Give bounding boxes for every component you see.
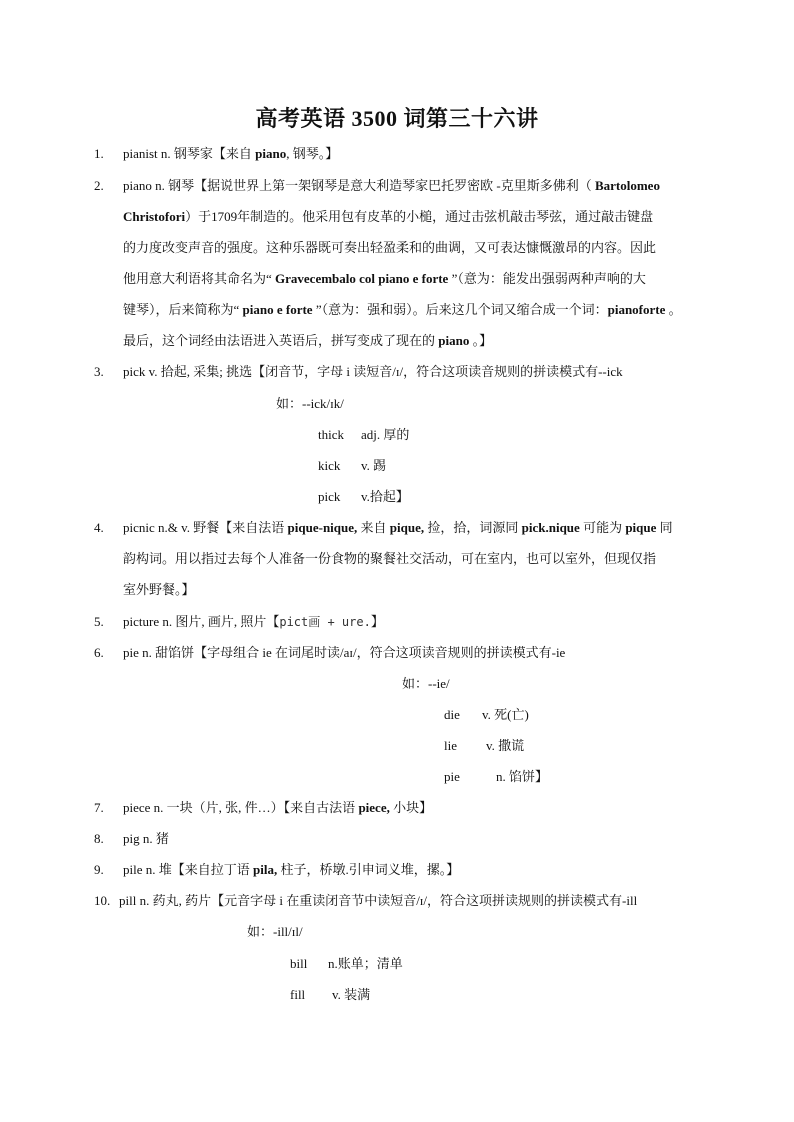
text-run: 他用意大利语将其命名为“ <box>123 271 276 286</box>
mono-text: pict画 + ure. <box>279 615 371 629</box>
entry-number: 7. <box>94 800 104 815</box>
text-run: ”（意为：能发出强弱两种声响的大 <box>448 271 646 286</box>
entry-line: 韵构词。用以指过去每个人准备一份食物的聚餐社交活动，可在室内，也可以室外，但现仅指 <box>123 551 657 566</box>
bold-term: Bartolomeo <box>594 178 660 193</box>
entry-number: 10. <box>94 893 111 908</box>
bold-term: Christofori <box>123 209 186 224</box>
bold-term: pique-nique, <box>287 520 358 535</box>
entry-line <box>123 613 384 631</box>
text-run: ”（意为：强和弱）。后来这几个词又缩合成一个词： <box>312 302 608 317</box>
text-run: 】 <box>370 614 384 629</box>
text-run: picture n. 图片, 画片, 照片【 <box>123 614 280 629</box>
bold-term: piece, <box>358 800 390 815</box>
text-run: 捡，拾，词源同 <box>424 520 522 535</box>
example-word: pick <box>318 489 341 504</box>
entry-line <box>123 519 673 537</box>
entry-line <box>123 145 338 163</box>
entry-number: 1. <box>94 146 104 161</box>
text-run: pianist n. 钢琴家【来自 <box>123 146 256 161</box>
entry-number: 5. <box>94 614 104 629</box>
bold-term: piano <box>438 333 470 348</box>
entry-line: pie n. 甜馅饼【字母组合 ie 在词尾时读/aɪ/，符合这项读音规则的拼读模式有-ie <box>123 645 566 660</box>
text-run: 同 <box>656 520 673 535</box>
example-word: die <box>444 707 460 722</box>
text-run: 。 <box>665 302 682 317</box>
bold-term: pique, <box>389 520 425 535</box>
example-def: n. 馅饼】 <box>496 769 549 784</box>
pattern-label: 如：--ick/ɪk/ <box>276 396 344 411</box>
example-def: v. 踢 <box>361 458 387 473</box>
example-def: v. 死(亡) <box>482 707 529 722</box>
text-run: 来自 <box>357 520 390 535</box>
entry-line: 室外野餐。】 <box>123 582 195 597</box>
example-def: n.账单；清单 <box>328 956 403 971</box>
entry-line: pill n. 药丸, 药片【元音字母 i 在重读闭音节中读短音/ɪ/，符合这项拼读规则的拼读模式有-ill <box>119 893 638 908</box>
example-word: thick <box>318 427 344 442</box>
entry-number: 3. <box>94 364 104 379</box>
text-run: pile n. 堆【来自拉丁语 <box>123 862 253 877</box>
text-run: 键琴），后来简称为“ <box>123 302 243 317</box>
entry-line <box>123 332 492 350</box>
example-word: lie <box>444 738 457 753</box>
entry-line <box>123 208 653 226</box>
pattern-label: 如：-ill/ɪl/ <box>247 924 303 939</box>
entry-line <box>123 861 459 879</box>
text-run: picnic n.& v. 野餐【来自法语 <box>123 520 288 535</box>
entry-line: 的力度改变声音的强度。这种乐器既可奏出轻盈柔和的曲调，又可表达慷慨激昂的内容。因此 <box>123 240 657 255</box>
page-title: 高考英语 3500 词第三十六讲 <box>255 106 539 131</box>
entry-number: 9. <box>94 862 104 877</box>
entry-line <box>123 270 646 288</box>
text-run: 最后，这个词经由法语进入英语后，拼写变成了现在的 <box>123 333 439 348</box>
text-run: , 钢琴。】 <box>286 146 339 161</box>
text-run: piece n. 一块（片, 张, 件…）【来自古法语 <box>123 800 359 815</box>
entry-line <box>123 301 682 319</box>
entry-number: 4. <box>94 520 104 535</box>
entry-line: pig n. 猪 <box>123 831 169 846</box>
entry-line <box>123 177 660 195</box>
bold-term: pick.nique <box>521 520 580 535</box>
entry-number: 2. <box>94 178 104 193</box>
entry-number: 6. <box>94 645 104 660</box>
entry-line <box>123 799 432 817</box>
example-def: v. 撒谎 <box>486 738 525 753</box>
example-word: bill <box>290 956 308 971</box>
bold-term: pique <box>625 520 657 535</box>
text-run: 小块】 <box>389 800 433 815</box>
text-run: 可能为 <box>579 520 626 535</box>
pattern-label: 如：--ie/ <box>402 676 450 691</box>
bold-term: piano <box>255 146 287 161</box>
text-run: ）于1709年制造的。他采用包有皮革的小槌，通过击弦机敲击琴弦，通过敲击键盘 <box>185 209 654 224</box>
example-def: v. 装满 <box>332 987 371 1002</box>
bold-term: Gravecembalo col piano e forte <box>275 271 449 286</box>
example-word: kick <box>318 458 341 473</box>
bold-term: pianoforte <box>607 302 666 317</box>
example-word: pie <box>444 769 460 784</box>
example-def: v.拾起】 <box>361 489 409 504</box>
entry-line: pick v. 拾起, 采集; 挑选【闭音节，字母 i 读短音/ɪ/，符合这项读音规则的拼读模式有--ick <box>123 364 623 379</box>
entry-number: 8. <box>94 831 104 846</box>
example-def: adj. 厚的 <box>361 427 410 442</box>
bold-term: pila, <box>253 862 278 877</box>
text-run: piano n. 钢琴【据说世界上第一架钢琴是意大利造琴家巴托罗密欧 -克里斯多佛利（ <box>123 178 595 193</box>
text-run: 柱子，桥墩.引申词义堆，摞。】 <box>277 862 460 877</box>
bold-term: piano e forte <box>242 302 313 317</box>
text-run: 。】 <box>469 333 493 348</box>
example-word: fill <box>290 987 306 1002</box>
